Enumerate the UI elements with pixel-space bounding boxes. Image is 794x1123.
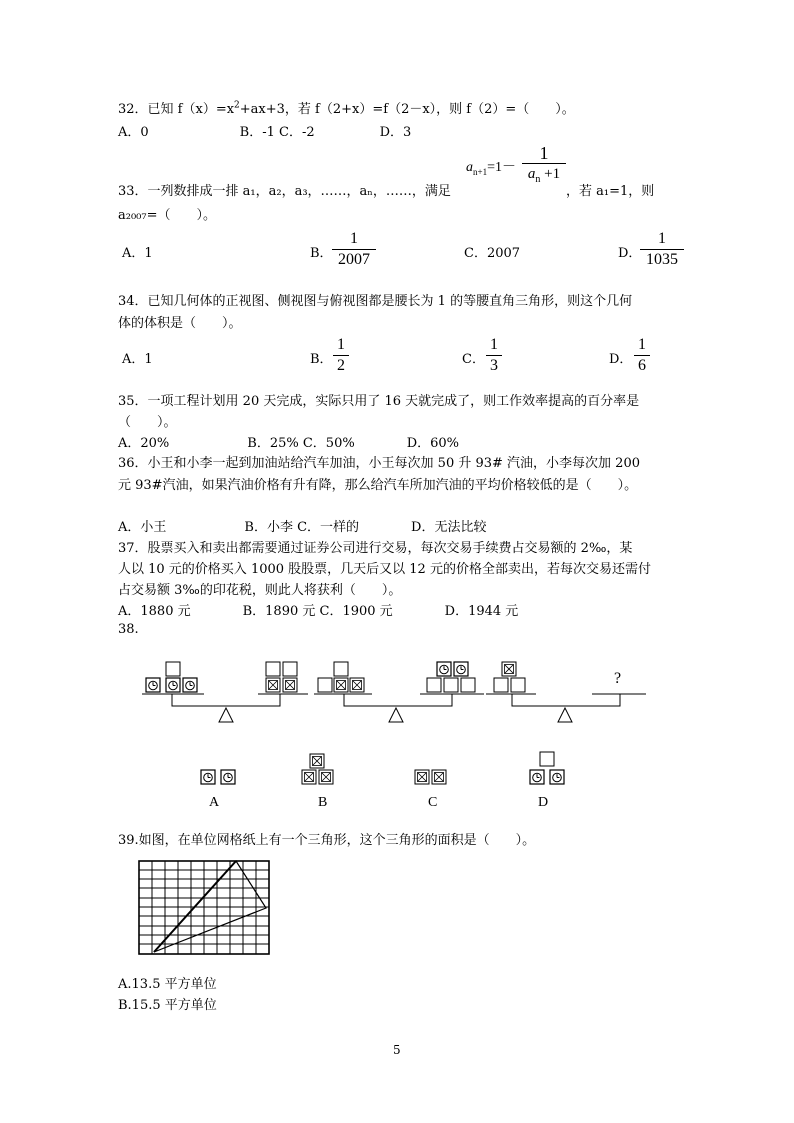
q34-option-d-fraction: 1 6 xyxy=(634,336,650,375)
page-number: 5 xyxy=(393,1043,401,1057)
q34-line1: 34．已知几何体的正视图、侧视图与俯视图都是腰长为 1 的等腰直角三角形，则这个几何 xyxy=(118,294,633,309)
q34-option-b-label: B． xyxy=(310,352,333,367)
q33-formula-lhs: $a_{n+1}=1-$ xyxy=(466,160,516,177)
q39-option-b: B.15.5 平方单位 xyxy=(118,998,217,1013)
q38-choice-d-figure xyxy=(530,752,564,784)
q33-option-d-label: D． xyxy=(618,246,642,261)
q33-option-d-fraction: 1 1035 xyxy=(640,230,684,269)
q34-line2: 体的体积是（ ）。 xyxy=(118,316,242,331)
q38-choice-d-label: D xyxy=(538,795,549,810)
q34-option-c-label: C． xyxy=(462,352,485,367)
q38-label: 38. xyxy=(118,622,139,637)
q33-option-c: C．2007 xyxy=(464,246,521,261)
q33-stem-line2: a₂₀₀₇=（ ）。 xyxy=(118,208,216,223)
q33-option-b-fraction: 1 2007 xyxy=(332,230,376,269)
q33-stem-tail: ，若 a₁=1，则 xyxy=(566,184,655,199)
q33-stem: 33．一列数排成一排 a₁，a₂，a₃，……，aₙ，……，满足 xyxy=(118,184,451,199)
q33-option-a: A．1 xyxy=(122,246,153,261)
q33-option-b-label: B． xyxy=(310,246,333,261)
q38-choice-c-label: C xyxy=(428,795,438,810)
q38-choice-b-figure xyxy=(302,754,333,784)
q35-line1: 35．一项工程计划用 20 天完成，实际只用了 16 天就完成了，则工作效率提高的百分率是 xyxy=(118,394,640,409)
q32-options: A．0 B．-1 C．-2 D．3 xyxy=(118,125,412,140)
q39-grid-figure xyxy=(139,861,269,954)
q34-option-c-fraction: 1 3 xyxy=(486,336,502,375)
q36-line2: 元 93#汽油，如果汽油价格有升有降，那么给汽车所加汽油的平均价格较低的是（ ）。 xyxy=(118,478,638,493)
q34-option-b-fraction: 1 2 xyxy=(333,336,349,375)
q35-line2: （ ）。 xyxy=(118,415,177,430)
q38-choice-a-figure xyxy=(201,770,235,784)
q38-question-mark: ? xyxy=(614,670,622,687)
q37-line1: 37．股票买入和卖出都需要通过证券公司进行交易，每次交易手续费占交易额的 2‰，某 xyxy=(118,541,633,556)
q34-option-d-label: D． xyxy=(609,352,633,367)
balance-2 xyxy=(314,662,484,722)
q37-line2: 人以 10 元的价格买入 1000 股股票，几天后又以 12 元的价格全部卖出，若每次交易还需付 xyxy=(118,562,651,577)
q36-line1: 36．小王和小李一起到加油站给汽车加油，小王每次加 50 升 93# 汽油，小李每次加 200 xyxy=(118,456,640,471)
q37-options: A．1880 元 B．1890 元 C．1900 元 D．1944 元 xyxy=(118,604,519,619)
balance-1 xyxy=(142,662,308,722)
q39-option-a: A.13.5 平方单位 xyxy=(118,977,217,992)
q38-choice-c-figure xyxy=(415,770,446,784)
q32-stem: 32．已知 $f(x)=x^2+ax+3$，若 f（2+x）=f（2－x），则 f（2）=（ ）。 xyxy=(118,100,575,117)
q39-stem: 39.如图，在单位网格纸上有一个三角形，这个三角形的面积是（ ）。 xyxy=(118,833,536,848)
q36-options: A．小王 B．小李 C．一样的 D．无法比较 xyxy=(118,520,487,535)
q34-option-a: A．1 xyxy=(122,352,153,367)
q37-line3: 占交易额 3‰的印花税，则此人将获利（ ）。 xyxy=(118,583,402,598)
q38-choice-b-label: B xyxy=(318,795,328,810)
q38-choice-a-label: A xyxy=(209,795,220,810)
q33-formula-fraction: 1 $a_n +1$ xyxy=(522,144,566,189)
q35-options: A．20% B．25% C．50% D．60% xyxy=(118,436,460,451)
balance-3 xyxy=(486,662,646,722)
